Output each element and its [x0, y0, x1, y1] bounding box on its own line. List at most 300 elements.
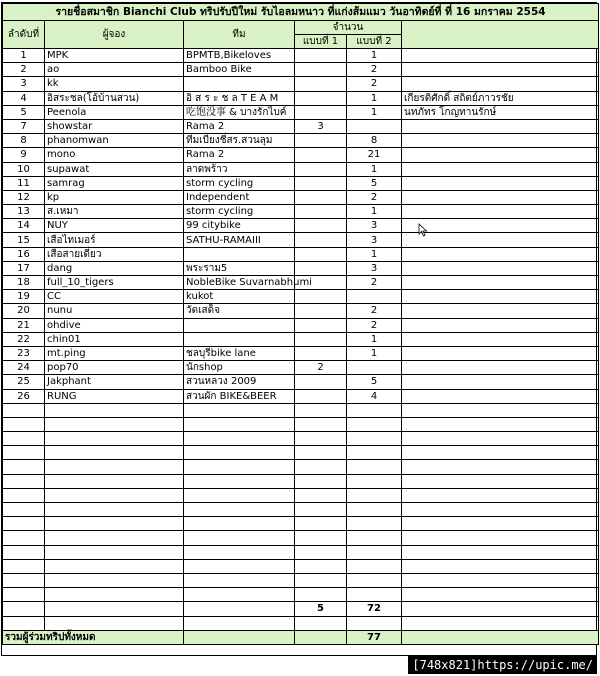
empty-cell[interactable] [295, 474, 347, 488]
header-quantity: จำนวน [295, 21, 402, 35]
table-row [3, 332, 599, 346]
empty-cell[interactable] [3, 588, 45, 602]
table-row [3, 261, 599, 275]
empty-cell[interactable] [295, 403, 347, 417]
row-note-cell[interactable] [402, 261, 599, 275]
row-note-cell[interactable] [402, 389, 599, 403]
empty-cell[interactable] [184, 517, 295, 531]
empty-cell[interactable] [295, 573, 347, 587]
empty-cell[interactable] [402, 446, 599, 460]
table-row [3, 247, 599, 261]
empty-cell[interactable] [184, 432, 295, 446]
empty-cell[interactable] [45, 446, 184, 460]
table-row [3, 219, 599, 233]
empty-cell[interactable] [347, 488, 402, 502]
empty-cell[interactable] [295, 417, 347, 431]
empty-cell[interactable] [184, 616, 295, 630]
row-team-cell[interactable]: storm cycling [184, 176, 295, 190]
empty-cell[interactable] [184, 403, 295, 417]
empty-cell[interactable] [184, 460, 295, 474]
row-type2-cell[interactable] [347, 361, 402, 375]
empty-cell[interactable] [402, 573, 599, 587]
table-row [3, 176, 599, 190]
table-row [3, 375, 599, 389]
row-team-cell[interactable] [184, 247, 295, 261]
empty-cell[interactable] [295, 545, 347, 559]
row-type2-cell[interactable]: 1 [347, 247, 402, 261]
empty-cell[interactable] [3, 446, 45, 460]
empty-row [3, 573, 599, 587]
row-type2-cell[interactable]: 1 [347, 49, 402, 63]
empty-cell[interactable] [184, 559, 295, 573]
empty-cell[interactable] [295, 517, 347, 531]
row-type1-cell[interactable] [295, 389, 347, 403]
empty-row [3, 488, 599, 502]
empty-cell[interactable] [45, 503, 184, 517]
row-note-cell[interactable] [402, 148, 599, 162]
empty-row [3, 503, 599, 517]
row-note-cell[interactable] [402, 247, 599, 261]
row-index-cell[interactable]: 22 [3, 332, 45, 346]
empty-cell[interactable] [347, 588, 402, 602]
member-table [2, 3, 599, 645]
empty-cell[interactable] [347, 503, 402, 517]
row-name-cell[interactable]: samrag [45, 176, 184, 190]
row-team-cell[interactable]: อิ ส ร ะ ช ล T E A M [184, 91, 295, 105]
empty-cell[interactable] [347, 545, 402, 559]
table-row [3, 77, 599, 91]
row-name-cell[interactable]: mt.ping [45, 346, 184, 360]
row-index-cell[interactable]: 2 [3, 63, 45, 77]
row-note-cell[interactable] [402, 304, 599, 318]
row-name-cell[interactable]: kk [45, 77, 184, 91]
row-type1-cell[interactable] [295, 91, 347, 105]
empty-row [3, 417, 599, 431]
empty-cell[interactable] [347, 531, 402, 545]
table-row [3, 304, 599, 318]
row-type1-cell[interactable] [295, 261, 347, 275]
empty-cell[interactable] [45, 616, 184, 630]
empty-cell[interactable] [3, 488, 45, 502]
empty-cell[interactable] [3, 474, 45, 488]
empty-cell[interactable] [402, 460, 599, 474]
row-team-cell[interactable]: นักshop [184, 361, 295, 375]
row-team-cell[interactable]: Independent [184, 190, 295, 204]
row-note-cell[interactable] [402, 162, 599, 176]
row-type1-cell[interactable] [295, 176, 347, 190]
empty-cell[interactable] [184, 446, 295, 460]
row-type2-cell[interactable]: 2 [347, 190, 402, 204]
grand-total-row [3, 630, 599, 644]
row-note-cell[interactable] [402, 346, 599, 360]
empty-cell[interactable] [45, 602, 184, 616]
empty-cell[interactable] [3, 602, 45, 616]
row-index-cell[interactable]: 8 [3, 134, 45, 148]
row-type2-cell[interactable]: 2 [347, 77, 402, 91]
row-note-cell[interactable] [402, 361, 599, 375]
empty-cell[interactable] [347, 573, 402, 587]
empty-cell[interactable] [347, 446, 402, 460]
totals-row [3, 602, 599, 616]
row-note-cell[interactable] [402, 119, 599, 133]
empty-cell[interactable] [184, 503, 295, 517]
empty-cell[interactable] [347, 517, 402, 531]
row-type2-cell[interactable]: 1 [347, 162, 402, 176]
empty-cell[interactable] [45, 559, 184, 573]
header-reserver: ผู้จอง [45, 21, 184, 49]
row-note-cell[interactable]: เกียรติศักดิ์ สถิตย์ภาวรชัย [402, 91, 599, 105]
empty-row [3, 588, 599, 602]
row-note-cell[interactable] [402, 190, 599, 204]
spreadsheet [1, 2, 597, 656]
row-type1-cell[interactable] [295, 290, 347, 304]
empty-cell[interactable] [3, 432, 45, 446]
empty-cell[interactable] [295, 446, 347, 460]
header-type1: แบบที่ 1 [295, 35, 347, 49]
grand-total-label[interactable]: รวมผู้ร่วมทริปทั้งหมด [3, 630, 184, 644]
empty-cell[interactable] [184, 417, 295, 431]
empty-cell[interactable] [295, 488, 347, 502]
row-name-cell[interactable]: เสือสายเดี่ยว [45, 247, 184, 261]
row-note-cell[interactable] [402, 63, 599, 77]
empty-cell[interactable] [184, 630, 295, 644]
empty-cell[interactable] [3, 531, 45, 545]
row-team-cell[interactable] [184, 332, 295, 346]
row-note-cell[interactable] [402, 176, 599, 190]
row-note-cell[interactable] [402, 375, 599, 389]
row-type1-cell[interactable]: 3 [295, 119, 347, 133]
empty-cell[interactable] [3, 460, 45, 474]
empty-cell[interactable] [402, 474, 599, 488]
row-index-cell[interactable]: 3 [3, 77, 45, 91]
empty-cell[interactable] [184, 602, 295, 616]
empty-cell[interactable] [45, 488, 184, 502]
row-team-cell[interactable]: Rama 2 [184, 148, 295, 162]
empty-row [3, 531, 599, 545]
empty-cell[interactable] [402, 630, 599, 644]
empty-cell[interactable] [402, 503, 599, 517]
empty-row [3, 446, 599, 460]
empty-cell[interactable] [402, 545, 599, 559]
row-index-cell[interactable]: 26 [3, 389, 45, 403]
row-name-cell[interactable]: MPK [45, 49, 184, 63]
row-note-cell[interactable] [402, 233, 599, 247]
table-row [3, 105, 599, 119]
table-row [3, 162, 599, 176]
row-type2-cell[interactable]: 2 [347, 276, 402, 290]
row-name-cell[interactable]: mono [45, 148, 184, 162]
row-name-cell[interactable]: NUY [45, 219, 184, 233]
empty-row [3, 460, 599, 474]
empty-cell[interactable] [295, 503, 347, 517]
row-name-cell[interactable]: pop70 [45, 361, 184, 375]
row-note-cell[interactable]: นทภัทร โกญทานรักษ์ [402, 105, 599, 119]
row-type1-cell[interactable] [295, 304, 347, 318]
table-row [3, 190, 599, 204]
row-team-cell[interactable]: สวนหลวง 2009 [184, 375, 295, 389]
table-row [3, 205, 599, 219]
row-team-cell[interactable]: ชลบุรีbike lane [184, 346, 295, 360]
table-row [3, 290, 599, 304]
row-name-cell[interactable]: supawat [45, 162, 184, 176]
empty-cell[interactable] [295, 559, 347, 573]
row-note-cell[interactable] [402, 134, 599, 148]
empty-cell[interactable] [45, 417, 184, 431]
empty-cell[interactable] [402, 602, 599, 616]
empty-cell[interactable] [3, 503, 45, 517]
empty-cell[interactable] [184, 588, 295, 602]
empty-cell[interactable] [295, 616, 347, 630]
row-name-cell[interactable]: CC [45, 290, 184, 304]
row-note-cell[interactable] [402, 318, 599, 332]
row-name-cell[interactable]: RUNG [45, 389, 184, 403]
row-team-cell[interactable]: NobleBike Suvarnabhumi [184, 276, 295, 290]
empty-cell[interactable] [3, 559, 45, 573]
row-note-cell[interactable] [402, 205, 599, 219]
row-index-cell[interactable]: 1 [3, 49, 45, 63]
header-team: ทีม [184, 21, 295, 49]
table-row [3, 389, 599, 403]
row-index-cell[interactable]: 21 [3, 318, 45, 332]
table-row [3, 233, 599, 247]
row-team-cell[interactable]: storm cycling [184, 205, 295, 219]
empty-cell[interactable] [184, 545, 295, 559]
row-type1-cell[interactable] [295, 247, 347, 261]
empty-cell[interactable] [3, 545, 45, 559]
empty-cell[interactable] [347, 460, 402, 474]
row-type2-cell[interactable]: 2 [347, 63, 402, 77]
row-name-cell[interactable]: dang [45, 261, 184, 275]
row-index-cell[interactable]: 10 [3, 162, 45, 176]
row-type2-cell[interactable]: 21 [347, 148, 402, 162]
row-name-cell[interactable]: อิสระชล(โอ้บ้านสวน) [45, 91, 184, 105]
row-index-cell[interactable]: 20 [3, 304, 45, 318]
row-type2-cell[interactable]: 3 [347, 261, 402, 275]
empty-cell[interactable] [3, 517, 45, 531]
empty-cell[interactable] [184, 488, 295, 502]
row-type2-cell[interactable]: 4 [347, 389, 402, 403]
row-team-cell[interactable]: Rama 2 [184, 119, 295, 133]
empty-cell[interactable] [3, 616, 45, 630]
empty-cell[interactable] [184, 573, 295, 587]
grand-total-value[interactable]: 77 [347, 630, 402, 644]
table-row [3, 276, 599, 290]
row-index-cell[interactable]: 14 [3, 219, 45, 233]
empty-cell[interactable] [402, 517, 599, 531]
row-team-cell[interactable]: kukot [184, 290, 295, 304]
empty-cell[interactable] [3, 417, 45, 431]
empty-cell[interactable] [3, 403, 45, 417]
empty-cell[interactable] [3, 573, 45, 587]
row-type2-cell[interactable]: 1 [347, 205, 402, 219]
row-name-cell[interactable]: ohdive [45, 318, 184, 332]
row-team-cell[interactable]: 吃饱没事 & บางรักไบค์ [184, 105, 295, 119]
empty-cell[interactable] [347, 432, 402, 446]
empty-cell[interactable] [347, 559, 402, 573]
row-index-cell[interactable]: 16 [3, 247, 45, 261]
row-type2-cell[interactable]: 8 [347, 134, 402, 148]
row-index-cell[interactable]: 5 [3, 105, 45, 119]
row-team-cell[interactable]: วัดเสด็จ [184, 304, 295, 318]
row-note-cell[interactable] [402, 276, 599, 290]
row-type1-cell[interactable] [295, 134, 347, 148]
row-type2-cell[interactable] [347, 290, 402, 304]
row-team-cell[interactable]: ทีมเบียงชี่สร.สวนลุม [184, 134, 295, 148]
row-team-cell[interactable]: BPMTB,Bikeloves [184, 49, 295, 63]
mouse-pointer-icon [418, 223, 428, 237]
row-type1-cell[interactable] [295, 162, 347, 176]
empty-cell[interactable] [45, 517, 184, 531]
empty-cell[interactable] [347, 474, 402, 488]
row-type1-cell[interactable] [295, 77, 347, 91]
row-name-cell[interactable]: เสือไทเมอร์ [45, 233, 184, 247]
row-index-cell[interactable]: 12 [3, 190, 45, 204]
row-type2-cell[interactable]: 5 [347, 375, 402, 389]
table-row [3, 49, 599, 63]
row-type2-cell[interactable]: 1 [347, 91, 402, 105]
row-type2-cell[interactable]: 3 [347, 219, 402, 233]
empty-row [3, 403, 599, 417]
row-note-cell[interactable] [402, 77, 599, 91]
empty-cell[interactable] [402, 432, 599, 446]
table-row [3, 318, 599, 332]
row-name-cell[interactable]: ส.เหมา [45, 205, 184, 219]
empty-cell[interactable] [184, 474, 295, 488]
row-note-cell[interactable] [402, 290, 599, 304]
empty-cell[interactable] [184, 531, 295, 545]
row-team-cell[interactable]: 99 citybike [184, 219, 295, 233]
row-team-cell[interactable]: พระราม5 [184, 261, 295, 275]
empty-row [3, 559, 599, 573]
row-type1-cell[interactable]: 2 [295, 361, 347, 375]
row-name-cell[interactable]: kp [45, 190, 184, 204]
empty-cell[interactable] [347, 616, 402, 630]
empty-cell[interactable] [295, 460, 347, 474]
row-type2-cell[interactable]: 2 [347, 318, 402, 332]
row-type1-cell[interactable] [295, 346, 347, 360]
row-type2-cell[interactable]: 5 [347, 176, 402, 190]
row-type1-cell[interactable] [295, 190, 347, 204]
row-name-cell[interactable]: ao [45, 63, 184, 77]
empty-cell[interactable] [45, 531, 184, 545]
row-type1-cell[interactable] [295, 233, 347, 247]
empty-cell[interactable] [295, 630, 347, 644]
row-team-cell[interactable]: ลาดพร้าว [184, 162, 295, 176]
row-name-cell[interactable]: showstar [45, 119, 184, 133]
empty-cell[interactable] [45, 432, 184, 446]
total-type1-cell[interactable]: 5 [295, 602, 347, 616]
row-note-cell[interactable] [402, 219, 599, 233]
empty-row [3, 474, 599, 488]
row-index-cell[interactable]: 17 [3, 261, 45, 275]
row-type1-cell[interactable] [295, 105, 347, 119]
empty-cell[interactable] [45, 474, 184, 488]
header-type2: แบบที่ 2 [347, 35, 402, 49]
row-team-cell[interactable] [184, 318, 295, 332]
row-type1-cell[interactable] [295, 63, 347, 77]
row-index-cell[interactable]: 24 [3, 361, 45, 375]
row-name-cell[interactable]: phanomwan [45, 134, 184, 148]
row-name-cell[interactable]: chin01 [45, 332, 184, 346]
sheet-title: รายชื่อสมาชิก Bianchi Club ทริปรับปีใหม่ รับไอลมหนาว ที่แก่งส้มแมว วันอาทิตย์ที่ ที่ 16 มกราคม 2554 [3, 4, 599, 21]
row-type1-cell[interactable] [295, 148, 347, 162]
table-row [3, 346, 599, 360]
row-type2-cell[interactable]: 2 [347, 304, 402, 318]
row-name-cell[interactable]: Peenola [45, 105, 184, 119]
table-row [3, 148, 599, 162]
empty-cell[interactable] [45, 545, 184, 559]
empty-cell[interactable] [45, 403, 184, 417]
row-type1-cell[interactable] [295, 49, 347, 63]
empty-cell[interactable] [295, 588, 347, 602]
row-index-cell[interactable]: 23 [3, 346, 45, 360]
empty-cell[interactable] [295, 432, 347, 446]
row-type2-cell[interactable]: 1 [347, 105, 402, 119]
row-note-cell[interactable] [402, 49, 599, 63]
row-name-cell[interactable]: full_10_tigers [45, 276, 184, 290]
total-type2-cell[interactable]: 72 [347, 602, 402, 616]
row-team-cell[interactable] [184, 77, 295, 91]
empty-cell[interactable] [402, 488, 599, 502]
empty-cell[interactable] [402, 417, 599, 431]
empty-cell[interactable] [45, 573, 184, 587]
row-index-cell[interactable]: 25 [3, 375, 45, 389]
row-name-cell[interactable]: Jakphant [45, 375, 184, 389]
empty-cell[interactable] [347, 417, 402, 431]
row-type1-cell[interactable] [295, 375, 347, 389]
table-row [3, 134, 599, 148]
empty-row [3, 432, 599, 446]
empty-cell[interactable] [45, 588, 184, 602]
row-index-cell[interactable]: 7 [3, 119, 45, 133]
header-index: ลำดับที่ [3, 21, 45, 49]
empty-row [3, 517, 599, 531]
row-index-cell[interactable]: 4 [3, 91, 45, 105]
row-type2-cell[interactable]: 1 [347, 332, 402, 346]
table-row [3, 91, 599, 105]
empty-cell[interactable] [402, 616, 599, 630]
row-index-cell[interactable]: 13 [3, 205, 45, 219]
empty-cell[interactable] [402, 559, 599, 573]
row-name-cell[interactable]: nunu [45, 304, 184, 318]
row-type1-cell[interactable] [295, 205, 347, 219]
empty-cell[interactable] [402, 588, 599, 602]
row-type1-cell[interactable] [295, 332, 347, 346]
row-type2-cell[interactable]: 3 [347, 233, 402, 247]
row-team-cell[interactable]: Bamboo Bike [184, 63, 295, 77]
row-index-cell[interactable]: 9 [3, 148, 45, 162]
table-row [3, 63, 599, 77]
row-index-cell[interactable]: 19 [3, 290, 45, 304]
empty-cell[interactable] [347, 403, 402, 417]
empty-cell[interactable] [45, 460, 184, 474]
row-type1-cell[interactable] [295, 318, 347, 332]
row-index-cell[interactable]: 15 [3, 233, 45, 247]
row-team-cell[interactable]: สวนผัก BIKE&BEER [184, 389, 295, 403]
row-index-cell[interactable]: 18 [3, 276, 45, 290]
empty-cell[interactable] [402, 531, 599, 545]
row-team-cell[interactable]: SATHU-RAMAIII [184, 233, 295, 247]
row-type2-cell[interactable]: 1 [347, 346, 402, 360]
empty-cell[interactable] [295, 531, 347, 545]
row-type2-cell[interactable] [347, 119, 402, 133]
row-index-cell[interactable]: 11 [3, 176, 45, 190]
row-type1-cell[interactable] [295, 219, 347, 233]
empty-row [3, 616, 599, 630]
row-note-cell[interactable] [402, 332, 599, 346]
empty-cell[interactable] [402, 403, 599, 417]
table-row [3, 361, 599, 375]
